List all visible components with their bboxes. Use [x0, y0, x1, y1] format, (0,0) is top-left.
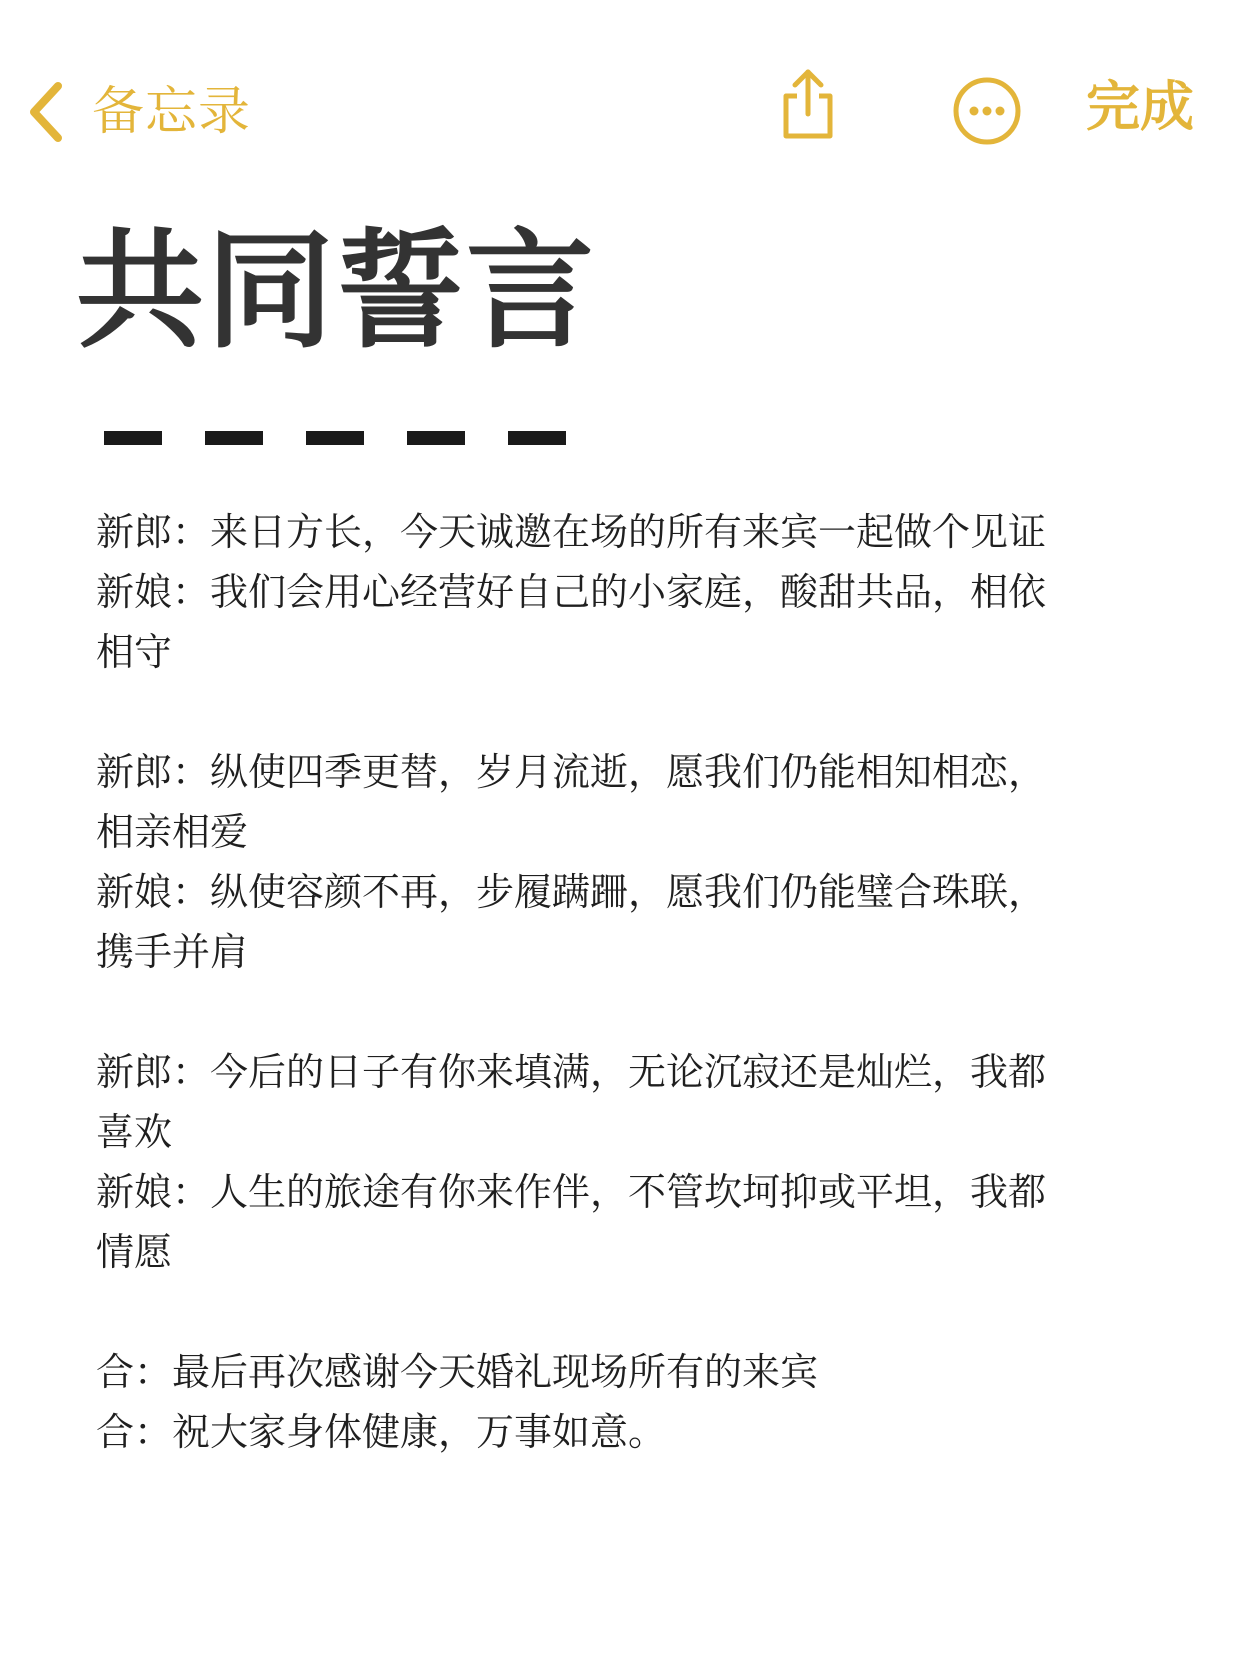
note-line: 情愿	[96, 1230, 173, 1274]
note-line: 相守	[96, 630, 173, 674]
dash	[104, 431, 162, 445]
note-line: 新娘：人生的旅途有你来作伴，不管坎坷抑或平坦，我都	[96, 1170, 1047, 1214]
note-line: 喜欢	[96, 1110, 173, 1154]
dash	[306, 431, 364, 445]
navigation-bar	[0, 0, 1242, 200]
note-title: 共同誓言	[76, 217, 597, 366]
paragraph-spacer	[96, 982, 1106, 1042]
note-line: 合：祝大家身体健康，万事如意。	[96, 1410, 667, 1454]
note-line: 携手并肩	[96, 930, 249, 974]
back-button[interactable]	[26, 72, 251, 152]
chevron-left-icon	[26, 80, 66, 144]
dash	[205, 431, 263, 445]
paragraph-spacer	[96, 682, 1106, 742]
ellipsis-circle-icon	[952, 131, 1022, 150]
dash	[508, 431, 566, 445]
note-line: 新郎：今后的日子有你来填满，无论沉寂还是灿烂，我都	[96, 1050, 1047, 1094]
note-line: 合：最后再次感谢今天婚礼现场所有的来宾	[96, 1350, 819, 1394]
note-line: 新娘：纵使容颜不再，步履蹒跚，愿我们仍能璧合珠联，	[96, 870, 1047, 914]
note-body[interactable]	[96, 502, 1106, 1462]
share-button[interactable]	[778, 68, 838, 144]
note-line: 新郎：来日方长，今天诚邀在场的所有来宾一起做个见证	[96, 510, 1047, 554]
paragraph-spacer	[96, 1282, 1106, 1342]
done-button[interactable]: 完成	[1086, 75, 1194, 138]
note-line: 新娘：我们会用心经营好自己的小家庭，酸甜共品，相依	[96, 570, 1047, 614]
back-label: 备忘录	[92, 82, 252, 142]
share-icon	[778, 125, 838, 144]
more-button[interactable]	[952, 76, 1022, 150]
dashed-line-divider	[104, 431, 566, 445]
dash	[407, 431, 465, 445]
note-line: 新郎：纵使四季更替，岁月流逝，愿我们仍能相知相恋，	[96, 750, 1047, 794]
note-line: 相亲相爱	[96, 810, 249, 854]
